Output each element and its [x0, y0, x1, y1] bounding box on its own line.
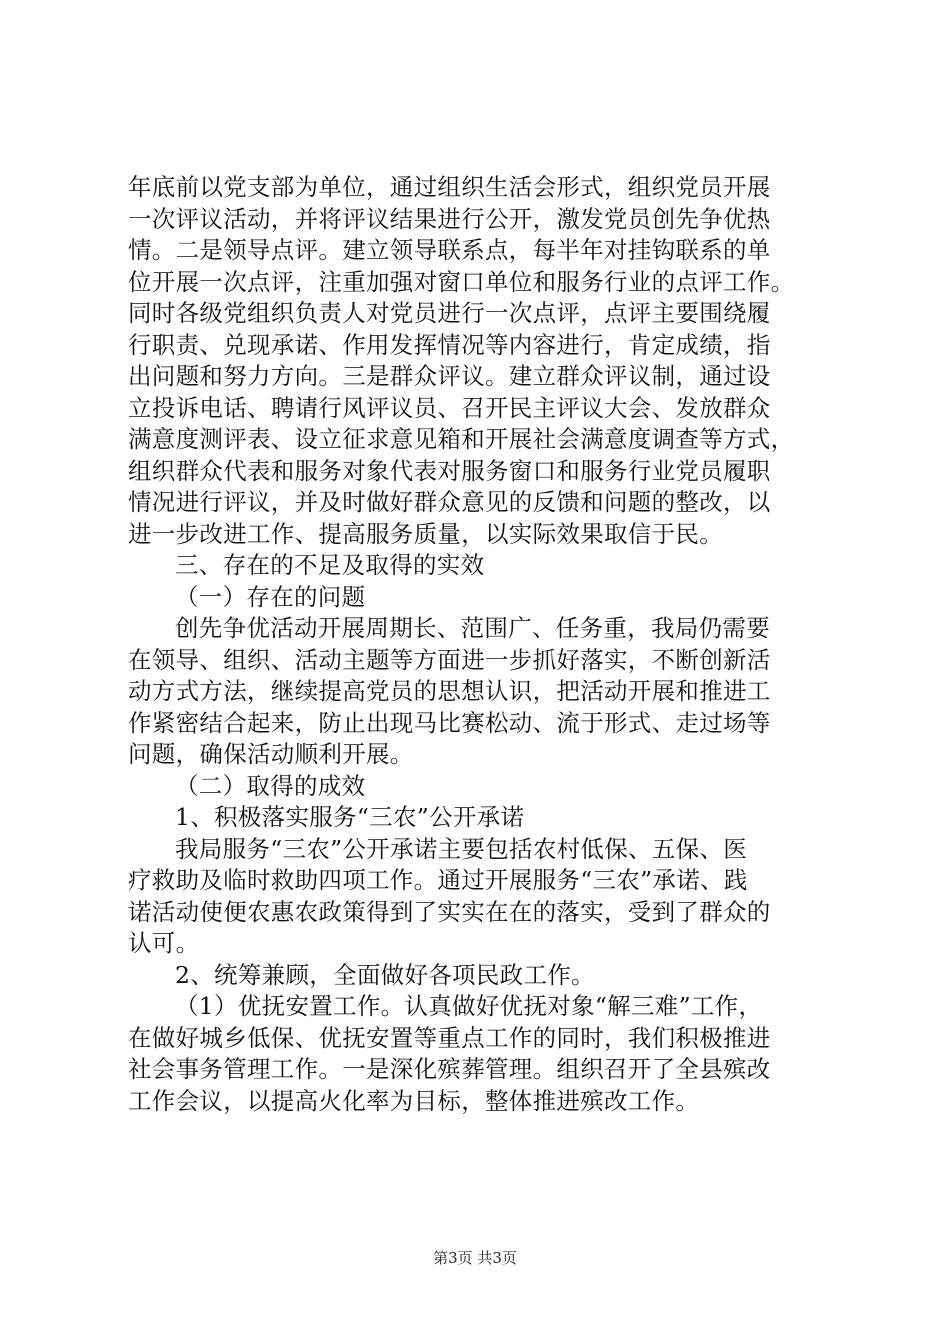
text-line: 三、存在的不足及取得的实效	[175, 551, 485, 579]
text-line: 情况进行评议，并及时做好群众意见的反馈和问题的整改，以	[128, 488, 771, 516]
text-line: 年底前以党支部为单位，通过组织生活会形式，组织党员开展	[128, 173, 771, 201]
text-line: 问题，确保活动顺利开展。	[128, 740, 414, 768]
text-line: 认可。	[128, 929, 200, 957]
page-footer: 第3页 共3页	[433, 1249, 517, 1267]
text-line: 同时各级党组织负责人对党员进行一次点评，点评主要围绕履	[128, 299, 771, 327]
text-line: 出问题和努力方向。三是群众评议。建立群众评议制，通过设	[128, 362, 771, 390]
text-line: 社会事务管理工作。一是深化殡葬管理。组织召开了全县殡改	[128, 1055, 771, 1083]
text-line: （1）优抚安置工作。认真做好优抚对象“解三难”工作，	[175, 992, 763, 1020]
text-line: 2、统筹兼顾，全面做好各项民政工作。	[175, 960, 595, 989]
text-line: 进一步改进工作、提高服务质量，以实际效果取信于民。	[128, 519, 723, 548]
text-line: 动方式方法，继续提高党员的思想认识，把活动开展和推进工	[128, 677, 771, 705]
text-line: 位开展一次点评，注重加强对窗口单位和服务行业的点评工作。	[128, 267, 795, 296]
text-line: 诺活动使便农惠农政策得到了实实在在的落实，受到了群众的	[128, 897, 771, 926]
text-line: 创先争优活动开展周期长、范围广、任务重，我局仍需要	[175, 614, 770, 642]
text-line: 工作会议，以提高火化率为目标，整体推进殡改工作。	[128, 1086, 700, 1115]
text-line: 我局服务“三农”公开承诺主要包括农村低保、五保、医	[175, 834, 748, 863]
text-line: 一次评议活动，并将评议结果进行公开，激发党员创先争优热	[128, 204, 771, 233]
text-line: （一）存在的问题	[175, 582, 366, 611]
text-line: 作紧密结合起来，防止出现马比赛松动、流于形式、走过场等	[128, 708, 771, 737]
document-body	[128, 172, 840, 1117]
text-line: 在做好城乡低保、优抚安置等重点工作的同时，我们积极推进	[128, 1023, 771, 1052]
text-line: 在领导、组织、活动主题等方面进一步抓好落实，不断创新活	[128, 645, 771, 674]
text-line: 立投诉电话、聘请行风评议员、召开民主评议大会、发放群众	[128, 393, 771, 422]
text-line: 疗救助及临时救助四项工作。通过开展服务“三农”承诺、践	[128, 866, 748, 894]
text-line: （二）取得的成效	[175, 771, 366, 800]
text-line: 情。二是领导点评。建立领导联系点，每半年对挂钩联系的单	[128, 236, 771, 264]
text-line: 行职责、兑现承诺、作用发挥情况等内容进行，肯定成绩，指	[128, 330, 771, 359]
text-line: 满意度测评表、设立征求意见箱和开展社会满意度调查等方式，	[128, 425, 795, 453]
text-line: 组织群众代表和服务对象代表对服务窗口和服务行业党员履职	[128, 456, 771, 485]
text-line: 1、积极落实服务“三农”公开承诺	[175, 803, 525, 831]
